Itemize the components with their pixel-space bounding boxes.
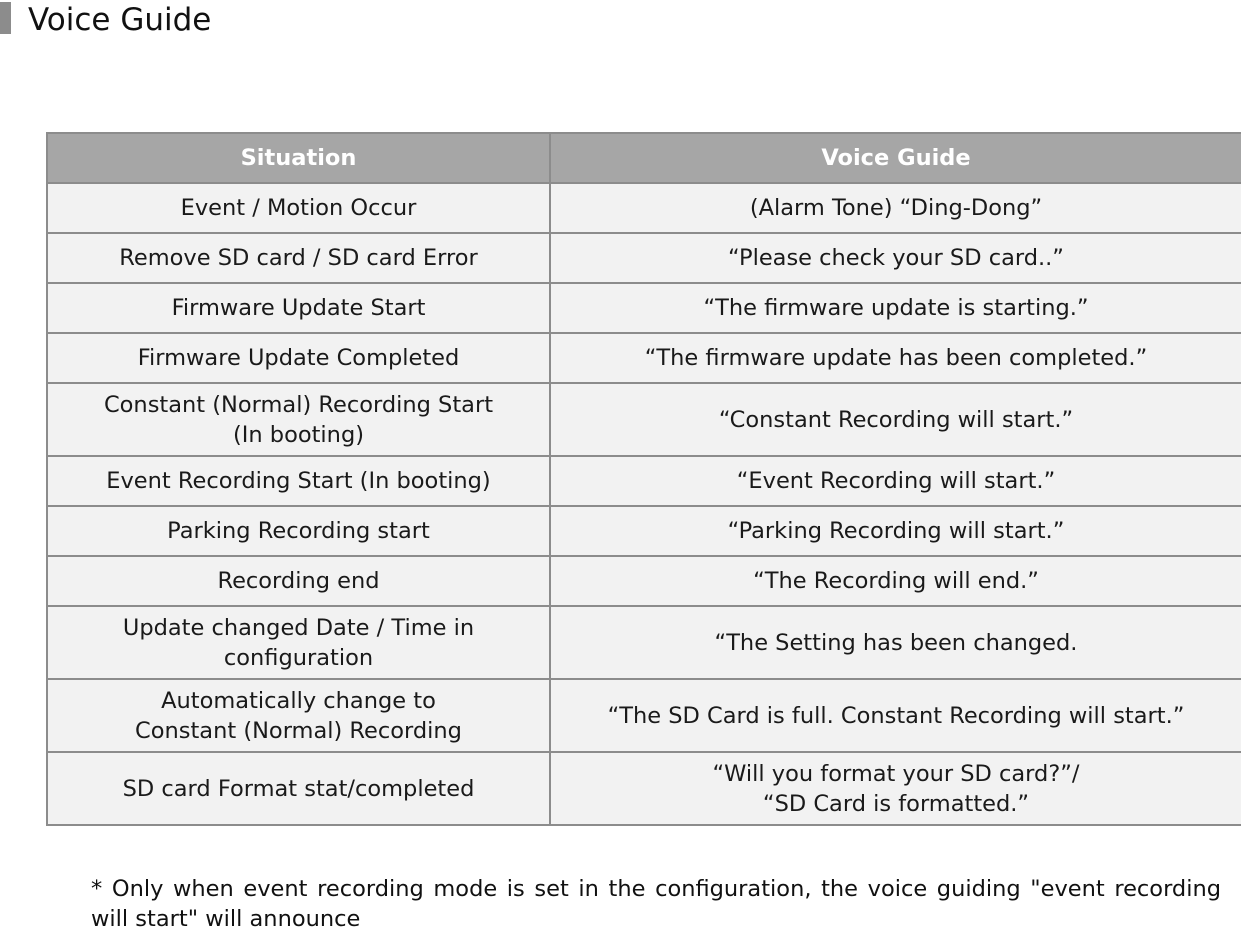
voice-guide-cell [550, 233, 1241, 283]
voice-guide-cell-line: “The Recording will end.” [753, 568, 1039, 594]
table-row [47, 456, 1241, 506]
table-row [47, 679, 1241, 752]
voice-guide-cell [550, 283, 1241, 333]
table-row [47, 752, 1241, 825]
situation-cell-line: Parking Recording start [167, 518, 430, 544]
voice-guide-cell [550, 383, 1241, 456]
voice-guide-cell-line: “The SD Card is full. Constant Recording will start.” [607, 702, 1185, 729]
voice-guide-cell [550, 752, 1241, 825]
situation-cell-line: Update changed Date / Time in [122, 614, 475, 641]
voice-guide-cell [550, 556, 1241, 606]
situation-cell-line: Event / Motion Occur [180, 195, 417, 221]
situation-cell [47, 333, 550, 383]
title-marker [0, 2, 11, 34]
table-body [47, 183, 1241, 825]
situation-cell-line: configuration [223, 644, 374, 671]
table-row [47, 383, 1241, 456]
header-situation: Situation [47, 133, 550, 183]
situation-cell [47, 679, 550, 752]
voice-guide-cell [550, 606, 1241, 679]
table-row [47, 183, 1241, 233]
table-row [47, 606, 1241, 679]
voice-guide-cell [550, 506, 1241, 556]
situation-cell-line: Constant (Normal) Recording Start [103, 391, 494, 418]
situation-cell [47, 752, 550, 825]
voice-guide-cell-line: “Will you format your SD card?”/ [712, 760, 1080, 787]
situation-cell-line: Remove SD card / SD card Error [119, 245, 478, 271]
situation-cell-line: Constant (Normal) Recording [135, 717, 462, 744]
voice-guide-table [46, 132, 1241, 826]
voice-guide-cell-line: “Please check your SD card..” [728, 245, 1064, 271]
situation-cell [47, 506, 550, 556]
situation-cell-line: Firmware Update Completed [137, 345, 460, 371]
voice-guide-cell-line: “SD Card is formatted.” [762, 790, 1030, 817]
situation-cell [47, 233, 550, 283]
situation-cell-line: Automatically change to [161, 687, 436, 714]
situation-cell [47, 183, 550, 233]
situation-cell-line: Recording end [217, 568, 380, 594]
table-header-row [47, 133, 1241, 183]
table-row [47, 506, 1241, 556]
situation-cell [47, 606, 550, 679]
situation-cell-line: Firmware Update Start [171, 295, 426, 321]
situation-cell-line: (In booting) [232, 421, 365, 448]
voice-guide-cell [550, 333, 1241, 383]
table-row [47, 233, 1241, 283]
situation-cell [47, 456, 550, 506]
situation-cell-line: Event Recording Start (In booting) [106, 468, 491, 494]
voice-guide-cell-line: “The Setting has been changed. [714, 629, 1078, 656]
situation-cell [47, 383, 550, 456]
voice-guide-cell-line: “The firmware update has been completed.” [644, 345, 1148, 371]
situation-cell-line: SD card Format stat/completed [122, 775, 475, 802]
voice-guide-cell-line: “Constant Recording will start.” [718, 406, 1074, 433]
voice-guide-cell [550, 456, 1241, 506]
situation-cell [47, 283, 550, 333]
footnote: * Only when event recording mode is set in the configuration, the voice guiding "event recording will start" will announce [91, 876, 1221, 932]
voice-guide-cell [550, 183, 1241, 233]
page-title: Voice Guide [28, 2, 212, 38]
voice-guide-cell-line: “Event Recording will start.” [736, 468, 1056, 494]
voice-guide-cell [550, 679, 1241, 752]
voice-guide-cell-line: “Parking Recording will start.” [727, 518, 1065, 544]
table-row [47, 333, 1241, 383]
table-row [47, 556, 1241, 606]
header-voice-guide: Voice Guide [550, 133, 1241, 183]
table-row [47, 283, 1241, 333]
situation-cell [47, 556, 550, 606]
voice-guide-cell-line: (Alarm Tone) “Ding-Dong” [749, 195, 1043, 221]
voice-guide-cell-line: “The firmware update is starting.” [703, 295, 1089, 321]
